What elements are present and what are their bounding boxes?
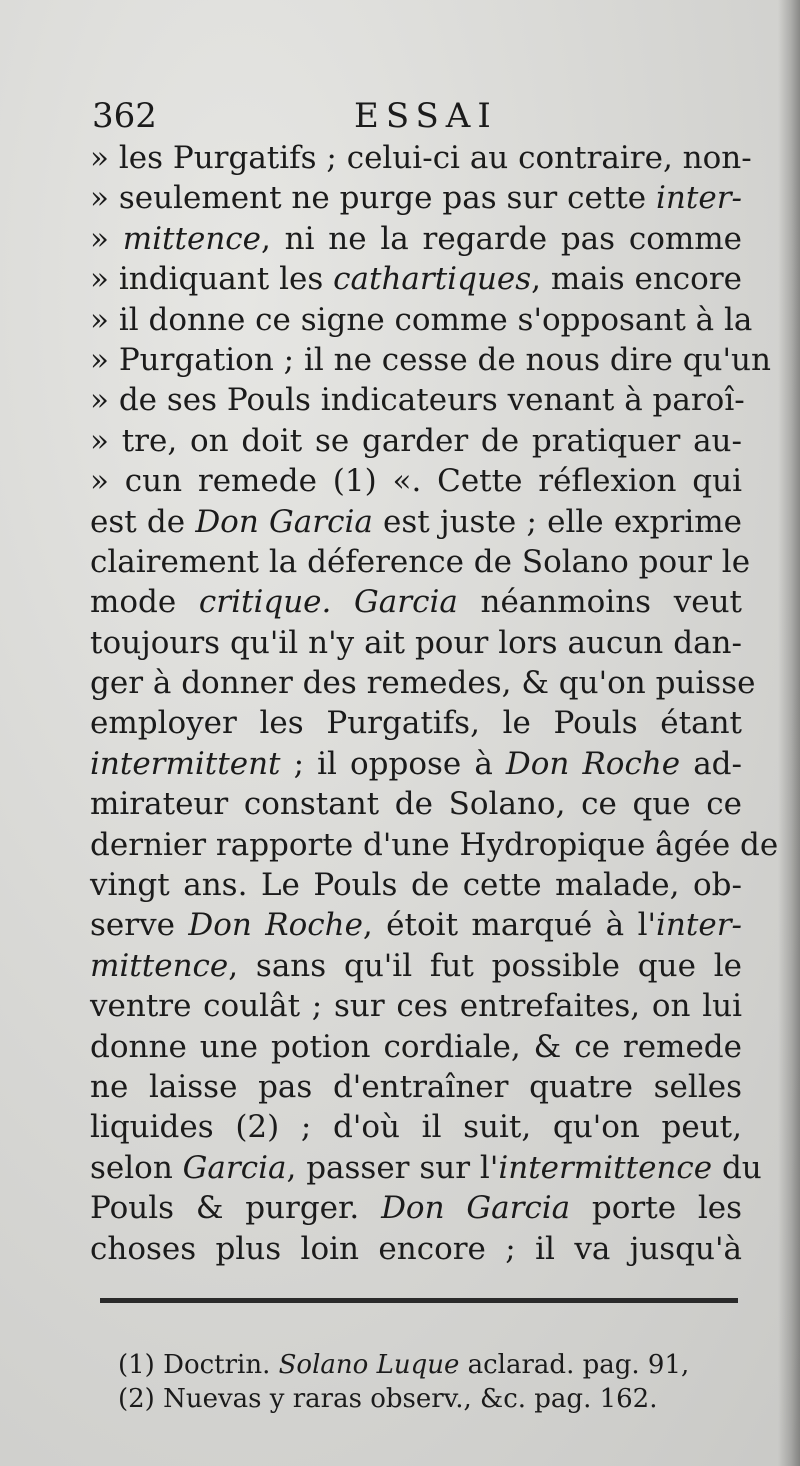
- text-line: [90, 663, 756, 703]
- text-run: du: [712, 1149, 762, 1186]
- italic-text: mittence: [122, 220, 261, 257]
- text-line: [90, 946, 742, 986]
- text-line: [90, 542, 751, 582]
- text-run: ne laisse pas d'entraîner quatre selles: [90, 1068, 742, 1105]
- text-run: est juste ; elle exprime: [372, 503, 742, 540]
- text-run: ad-: [680, 745, 742, 782]
- italic-text: cathartiques: [333, 261, 532, 298]
- italic-text: Garcia: [182, 1149, 287, 1186]
- text-line: [90, 219, 742, 259]
- text-line: [90, 905, 742, 945]
- text-run: dernier rapporte d'une Hydropique âgée de: [90, 826, 779, 863]
- footnote-rule: [100, 1298, 738, 1303]
- text-run: choses plus loin encore ; il va jusqu'à: [90, 1230, 742, 1267]
- text-run: vingt ans. Le Pouls de cette malade, ob-: [90, 867, 742, 904]
- text-run: » de ses Pouls indicateurs venant à paroî-: [90, 382, 745, 419]
- italic-text: Don Roche: [188, 907, 363, 944]
- text-run: ventre coulât ; sur ces entrefaites, on lui: [90, 988, 742, 1025]
- text-line: [90, 1067, 742, 1107]
- text-run: selon: [90, 1149, 183, 1186]
- italic-text: inter-: [656, 907, 742, 944]
- text-run: clairement la déference de Solano pour le: [90, 543, 751, 580]
- text-line: [90, 1188, 742, 1228]
- running-title: ESSAI: [354, 96, 498, 136]
- text-run: (1) Doctrin.: [118, 1350, 279, 1380]
- footnote: [118, 1348, 728, 1382]
- text-line: [90, 461, 742, 501]
- text-line: [90, 340, 771, 380]
- text-run: » tre, on doit se garder de pratiquer au-: [90, 422, 742, 459]
- text-run: ; il oppose à: [280, 745, 506, 782]
- text-run: , mais encore: [531, 261, 742, 298]
- text-line: [90, 259, 742, 299]
- italic-text: Don Roche: [505, 745, 681, 782]
- text-run: mode: [90, 584, 199, 621]
- text-run: » seulement ne purge pas sur cette: [90, 180, 657, 217]
- text-run: , étoit marqué à l': [362, 907, 657, 944]
- text-line: [90, 178, 742, 218]
- text-line: [90, 623, 742, 663]
- italic-text: intermittence: [498, 1149, 713, 1186]
- text-line: [90, 744, 742, 784]
- page-header: [92, 96, 742, 136]
- text-run: » Purgation ; il ne cesse de nous dire qu'un: [90, 341, 771, 378]
- text-run: »: [90, 220, 123, 257]
- text-run: liquides (2) ; d'où il suit, qu'on peut,: [90, 1109, 742, 1146]
- footnotes: [118, 1348, 728, 1416]
- text-run: employer les Purgatifs, le Pouls étant: [90, 705, 742, 742]
- text-line: [90, 380, 745, 420]
- text-line: [90, 502, 742, 542]
- text-line: [90, 703, 742, 743]
- text-line: [90, 825, 779, 865]
- body-text: [90, 138, 779, 1269]
- text-run: » indiquant les: [90, 261, 334, 298]
- text-run: » cun remede (1) «. Cette réflexion qui: [90, 463, 742, 500]
- text-line: [90, 1107, 742, 1147]
- text-run: serve: [90, 907, 189, 944]
- text-run: ger à donner des remedes, & qu'on puisse: [90, 665, 756, 702]
- text-run: Pouls & purger.: [90, 1190, 382, 1227]
- footnote: [118, 1382, 728, 1416]
- text-line: [90, 138, 752, 178]
- italic-text: Don Garcia: [195, 503, 373, 540]
- page-number: 362: [92, 96, 157, 136]
- text-run: est de: [90, 503, 196, 540]
- text-line: [90, 1027, 742, 1067]
- text-line: [90, 784, 742, 824]
- text-run: donne une potion cordiale, & ce remede: [90, 1028, 742, 1065]
- text-run: toujours qu'il n'y ait pour lors aucun dan-: [90, 624, 742, 661]
- text-line: [90, 1148, 762, 1188]
- text-run: » il donne ce signe comme s'opposant à la: [90, 301, 753, 338]
- italic-text: Garcia: [354, 584, 458, 621]
- italic-text: inter-: [656, 180, 742, 217]
- text-run: mirateur constant de Solano, ce que ce: [90, 786, 742, 823]
- text-line: [90, 582, 742, 622]
- text-line: [90, 865, 742, 905]
- text-run: , passer sur l': [286, 1149, 499, 1186]
- text-line: [90, 421, 742, 461]
- text-run: , sans qu'il fut possible que le: [228, 947, 742, 984]
- text-run: » les Purgatifs ; celui-ci au contraire, non-: [90, 140, 752, 176]
- text-run: (2) Nuevas y raras observ., &c. pag. 162.: [118, 1384, 658, 1414]
- text-line: [90, 986, 742, 1026]
- italic-text: intermittent: [90, 745, 281, 782]
- text-run: aclarad. pag. 91,: [459, 1350, 690, 1380]
- italic-text: Solano Luque: [278, 1350, 460, 1380]
- text-run: porte les: [570, 1190, 743, 1227]
- text-run: [331, 584, 354, 620]
- italic-text: Don Garcia: [381, 1190, 571, 1227]
- text-run: néanmoins veut: [457, 584, 742, 621]
- page-gutter-shadow: [778, 0, 800, 1466]
- italic-text: critique.: [198, 584, 332, 621]
- text-line: [90, 300, 753, 340]
- text-line: [90, 1229, 742, 1269]
- text-run: , ni ne la regarde pas comme: [261, 220, 742, 257]
- italic-text: mittence: [90, 947, 229, 984]
